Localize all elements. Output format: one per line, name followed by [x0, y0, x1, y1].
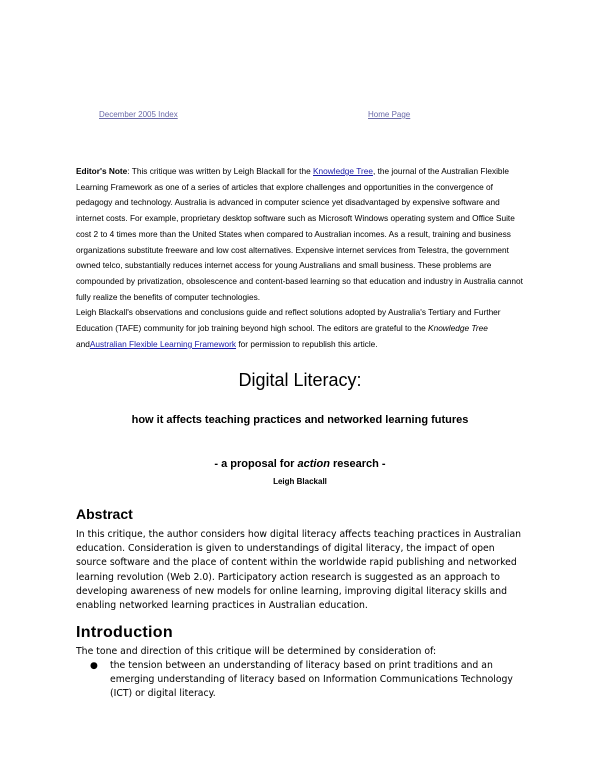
article-title: Digital Literacy: [238, 370, 362, 390]
list-item [76, 659, 528, 702]
abstract-heading: Abstract [76, 506, 133, 522]
abstract-text: In this critique, the author considers how digital literacy affects teaching practices in Australian education. Consideration is given to understandings of digital literacy, the impact of open source software and the place of content within the worldwide rapid publishing and networked learning revolution (Web 2.0). Participatory action research is suggested as an approach to developing awareness of new models for online learning, improving digital literacy skills and enabling networked learning practices in Australian education. [76, 529, 522, 612]
introduction-heading: Introduction [76, 624, 173, 641]
december-2005-index-link[interactable]: December 2005 Index [99, 110, 178, 119]
home-page-link[interactable]: Home Page [368, 110, 411, 119]
editors-note-paragraph-1 [76, 164, 526, 305]
flexible-learning-framework-link[interactable]: Australian Flexible Learning Framework [89, 338, 237, 349]
editors-note-text-b: , the journal of the Australian Flexible Learning Framework as one of a series of articles that explore challenges and opportunities in the convergence of pedagogy and technology. Australia is advanced in computer science yet disadvantaged by expensive software and internet costs. For example, proprietary desktop software such as Microsoft Windows operating system and Office Suite cost 2 to 4 times more than the United States when compared to Australian incomes. As a result, training and business organizations substitute freeware and low cost alternatives. Expensive internet services from Telestra, the government owned telco, substantially reduces internet access for young Australians and small business. These problems are compounded by privatization, obsolescence and content-based learning so that education and industry in Australia cannot fully realize the benefits of computer technologies. [76, 166, 523, 302]
introduction-bullet-list [76, 659, 528, 702]
bullet-icon: ● [90, 661, 98, 671]
knowledge-tree-italic: Knowledge Tree [428, 323, 488, 334]
article-subtitle: how it affects teaching practices and networked learning futures [131, 414, 469, 426]
author-name: Leigh Blackall [273, 477, 327, 486]
proposal-after: research - [329, 458, 386, 470]
editors-note-and: and [76, 338, 90, 349]
bullet-text: the tension between an understanding of literacy based on print traditions and an emerging understanding of literacy based on Information Communications Technology (ICT) or digital literacy. [110, 660, 513, 700]
editors-note-label: Editor's Note [76, 166, 128, 176]
editors-note-text-d: for permission to republish this article. [236, 338, 378, 349]
editors-note [76, 164, 526, 352]
proposal-line [0, 458, 600, 470]
editors-note-text-a: : This critique was written by Leigh Blackall for the [127, 166, 313, 176]
introduction-lead: The tone and direction of this critique will be determined by consideration of: [76, 646, 437, 657]
proposal-italic: action [297, 458, 330, 470]
proposal-before: - a proposal for [214, 458, 298, 470]
editors-note-paragraph-2 [76, 305, 526, 352]
knowledge-tree-link[interactable]: Knowledge Tree [312, 166, 373, 176]
editors-note-text-c: Leigh Blackall's observations and conclusions guide and reflect solutions adopted by Australia's Tertiary and Further Education (TAFE) community for job training beyond high school. The editors are grateful to the [76, 307, 501, 334]
